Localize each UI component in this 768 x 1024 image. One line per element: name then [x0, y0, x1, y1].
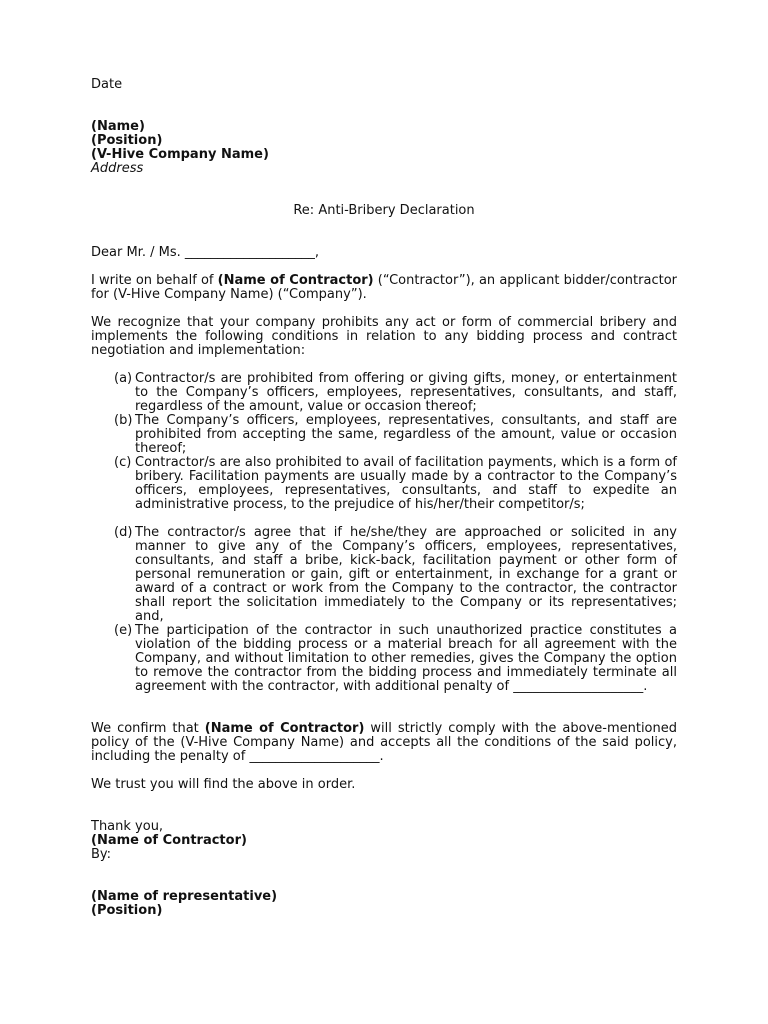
intro-contractor-name: (Name of Contractor): [217, 273, 374, 288]
letter-subject: Re: Anti-Bribery Declaration: [293, 203, 475, 218]
condition-label: (e): [114, 623, 133, 638]
confirmation-after: will strictly comply with the above-mentioned policy of the (V-Hive Company Name) and accepts all the conditions of the said policy, including the penalty of ____________________.: [91, 721, 678, 764]
recipient-name: (Name): [91, 119, 145, 134]
closing-contractor-name: (Name of Contractor): [91, 833, 247, 848]
closing-thanks: Thank you,: [91, 819, 164, 834]
recognition-paragraph: We recognize that your company prohibits any act or form of commercial bribery and implements the following conditions in relation to any bidding process and contract negotiation and implementation:: [91, 315, 677, 358]
representative-position: (Position): [91, 903, 163, 918]
condition-label: (c): [114, 455, 132, 470]
condition-label: (d): [114, 525, 133, 540]
condition-text: Contractor/s are also prohibited to avail of facilitation payments, which is a form of bribery. Facilitation payments are usually made by a contractor to the Company’s officers, employees, representatives, consultants, and staff to expedite an administrative process, to the prejudice of his/her/their competitor/s;: [135, 455, 677, 512]
recipient-address: Address: [91, 161, 144, 176]
condition-text: Contractor/s are prohibited from offering or giving gifts, money, or entertainment to the Company’s officers, employees, representatives, consultants, and staff, regardless of the amount, value or occasion thereof;: [135, 371, 677, 414]
intro-after: (“Contractor”), an applicant bidder/contractor for (V-Hive Company Name) (“Company”).: [91, 273, 677, 302]
condition-text: The Company’s officers, employees, representatives, consultants, and staff are prohibited from accepting the same, regardless of the amount, value or occasion thereof;: [135, 413, 677, 456]
confirmation-contractor-name: (Name of Contractor): [204, 721, 365, 736]
condition-text: The contractor/s agree that if he/she/they are approached or solicited in any manner to give any of the Company’s officers, employees, representatives, consultants, and staff a bribe, kick-back, facilitation payment or other form of personal remuneration or gain, gift or entertainment, in exchange for a grant or award of a contract or work from the Company to the contractor, the contractor shall report the solicitation immediately to the Company or its representatives; and,: [135, 525, 677, 624]
trust-line: We trust you will find the above in order.: [91, 777, 356, 792]
intro-before: I write on behalf of: [91, 273, 218, 288]
condition-label: (a): [114, 371, 133, 386]
confirmation-paragraph: [91, 722, 677, 764]
condition-label: (b): [114, 413, 133, 428]
date-label: Date: [91, 77, 123, 92]
condition-text: The participation of the contractor in such unauthorized practice constitutes a violation of the bidding process or a material breach for all agreement with the Company, and without limitation to other remedies, gives the Company the option to remove the contractor from the bidding process and immediately terminate all agreement with the contractor, with additional penalty of ____________________.: [135, 623, 677, 694]
confirmation-before: We confirm that: [91, 721, 205, 736]
representative-name: (Name of representative): [91, 889, 278, 904]
recipient-position: (Position): [91, 133, 163, 148]
recipient-company: (V-Hive Company Name): [91, 147, 269, 162]
intro-paragraph: [91, 274, 677, 302]
closing-by: By:: [91, 847, 112, 862]
salutation: Dear Mr. / Ms. ____________________,: [91, 245, 319, 260]
